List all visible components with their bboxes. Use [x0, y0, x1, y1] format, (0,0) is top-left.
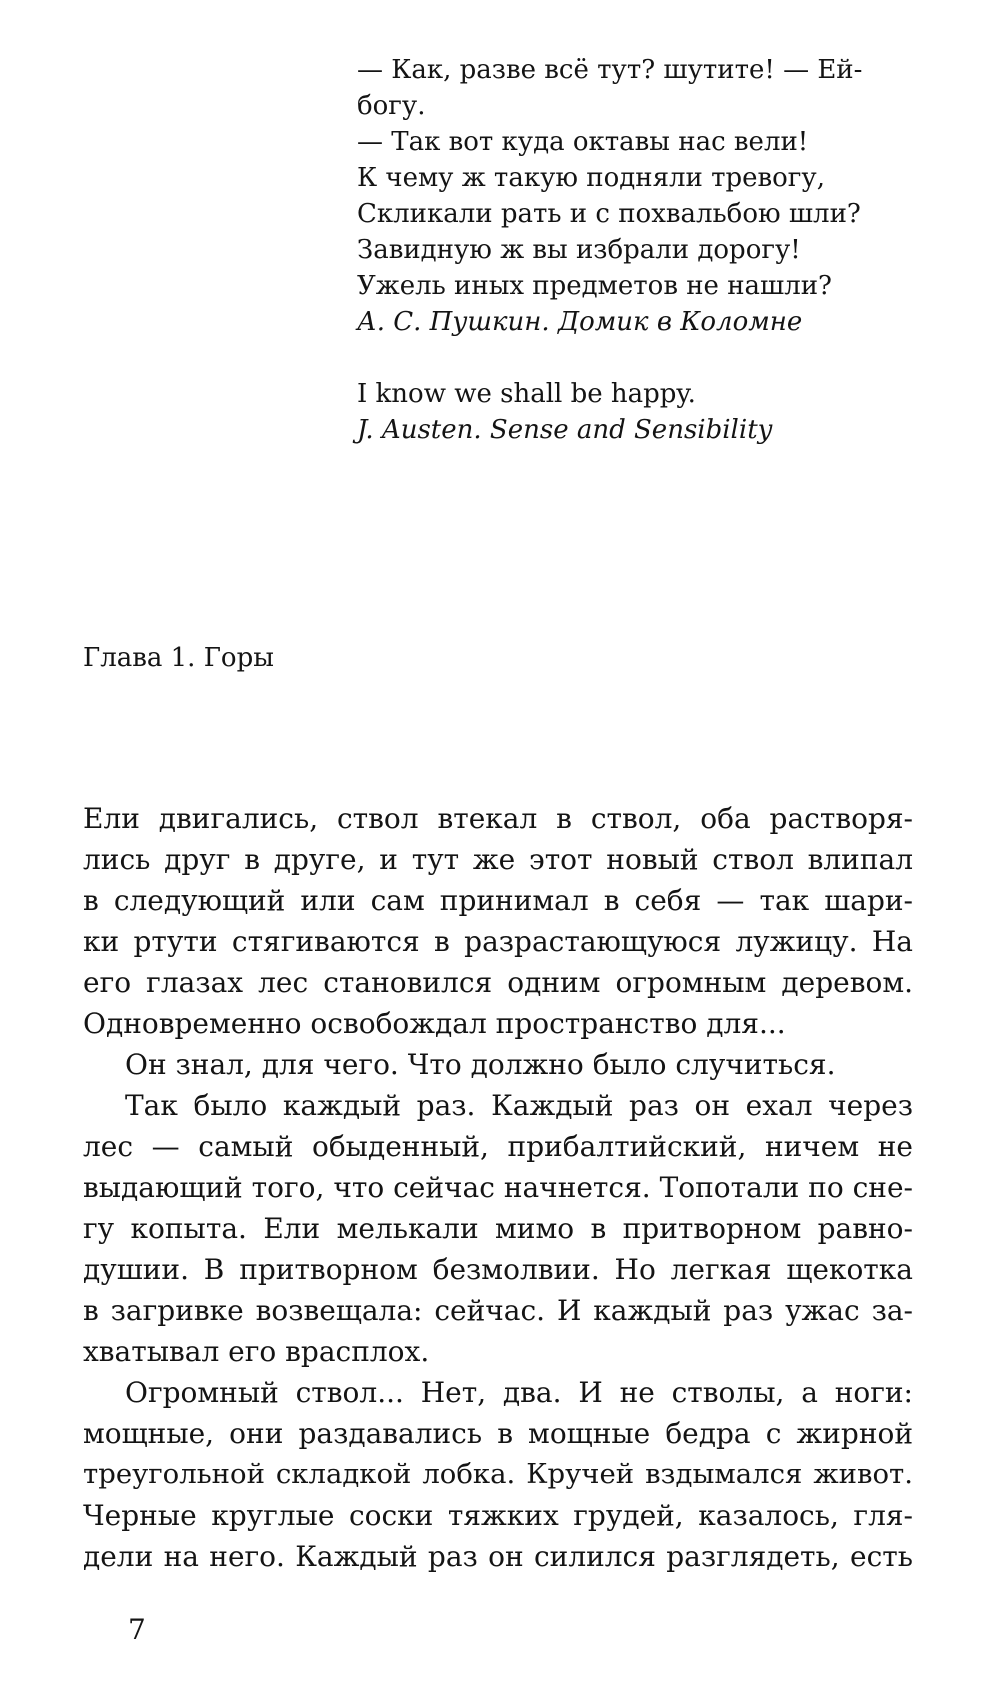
- body-line: в загривке возвещала: сейчас. И каждый раз ужас за-: [83, 1294, 913, 1327]
- body-line: Огромный ствол... Нет, два. И не стволы, а ноги:: [125, 1376, 913, 1409]
- epigraph-line: Завидную ж вы избрали дорогу!: [357, 235, 801, 265]
- epigraph-line: — Как, разве всё тут? шутите! — Ей-: [357, 55, 863, 85]
- body-line: дели на него. Каждый раз он силился разглядеть, есть: [83, 1540, 913, 1573]
- body-line: его глазах лес становился одним огромным деревом.: [83, 966, 913, 999]
- epigraph-line: — Так вот куда октавы нас вели!: [357, 127, 809, 157]
- body-line: в следующий или сам принимал в себя — так шари-: [83, 884, 913, 917]
- body-line: выдающий того, что сейчас начнется. Топотали по сне-: [83, 1171, 913, 1204]
- body-line: мощные, они раздавались в мощные бедра с жирной: [83, 1417, 913, 1450]
- body-line: Ели двигались, ствол втекал в ствол, оба растворя-: [83, 802, 913, 835]
- body-line: лись друг в друге, и тут же этот новый ствол влипал: [83, 843, 913, 876]
- epigraph-attribution: J. Austen. Sense and Sensibility: [357, 415, 773, 445]
- epigraph-austen: [357, 376, 917, 448]
- epigraph-line: I know we shall be happy.: [357, 379, 696, 409]
- body-line: Одновременно освобождал пространство для...: [83, 1007, 786, 1040]
- body-line: хватывал его врасплох.: [83, 1335, 430, 1368]
- epigraph-line: Ужель иных предметов не нашли?: [357, 271, 832, 301]
- epigraph-line: Скликали рать и с похвальбою шли?: [357, 199, 861, 229]
- epigraph-line: К чему ж такую подняли тревогу,: [357, 163, 825, 193]
- epigraph-line: богу.: [357, 91, 426, 121]
- body-line: Он знал, для чего. Что должно было случиться.: [125, 1048, 836, 1081]
- body-line: гу копыта. Ели мелькали мимо в притворном равно-: [83, 1212, 913, 1245]
- epigraph-pushkin: [357, 52, 917, 340]
- epigraph-block: [357, 52, 917, 448]
- body-line: Черные круглые соски тяжких грудей, казалось, гля-: [83, 1499, 913, 1532]
- body-line: душии. В притворном безмолвии. Но легкая щекотка: [83, 1253, 913, 1286]
- chapter-body: [83, 798, 913, 1577]
- body-line: треугольной складкой лобка. Кручей вздымался живот.: [83, 1458, 913, 1490]
- body-line: Так было каждый раз. Каждый раз он ехал через: [125, 1089, 913, 1122]
- epigraph-attribution: А. С. Пушкин. Домик в Коломне: [357, 307, 803, 337]
- page-number: 7: [128, 1613, 146, 1646]
- body-line: ки ртути стягиваются в разрастающуюся лужицу. На: [83, 925, 913, 958]
- epigraph-spacer: [357, 340, 917, 376]
- body-line: лес — самый обыденный, прибалтийский, ничем не: [83, 1130, 913, 1163]
- chapter-title: Глава 1. Горы: [83, 643, 274, 673]
